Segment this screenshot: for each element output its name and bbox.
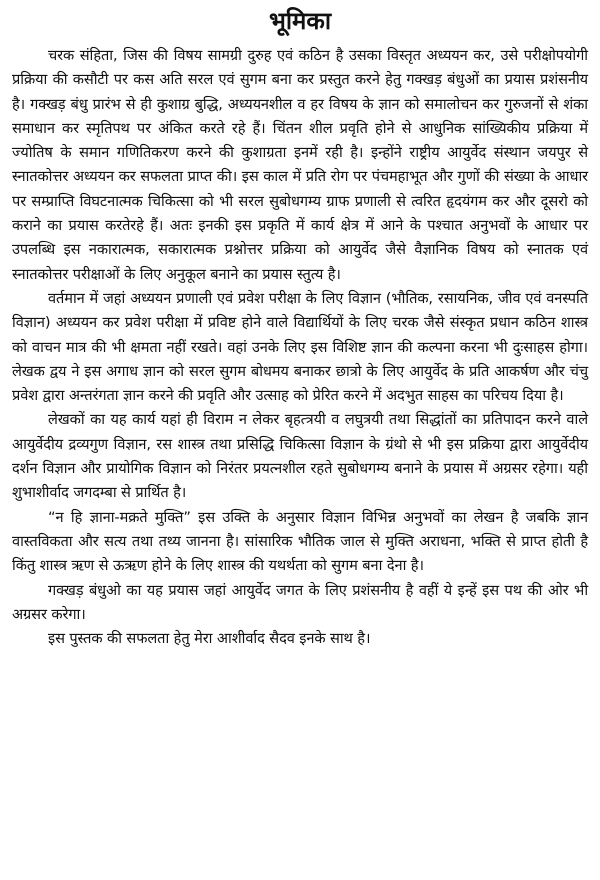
page-title: भूमिका (268, 7, 332, 35)
paragraph-1: चरक संहिता, जिस की विषय सामग्री दुरुह एवं कठिन है उसका विस्तृत अध्ययन कर, उसे परीक्षोपयोगी प्रक्रिया की कसौटी पर कस अति सरल एवं सुगम बना कर प्रस्तुत करने हेतु गक्खड़ बंधुओं का प्रयास प्रशंसनीय है। गक्खड़ बंधु प्रारंभ से ही कुशाग्र बुद्धि, अध्ययनशील व हर विषय के ज्ञान को समालोचन कर गुरुजनों से शंका समाधान कर स्मृतिपथ पर अंकित करते रहे हैं। चिंतन शील प्रवृति होने से आधुनिक सांख्यिकीय प्रक्रिया में ज्योतिष के समान गणितिकरण करने की कुशाग्रता इनमें रही है। इन्होंने राष्ट्रीय आयुर्वेद संस्थान जयपुर से स्नातकोत्तर अध्ययन कर सफलता प्राप्त की। इस काल में प्रति रोग पर पंचमहाभूत और गुणों की संख्या के आधार पर सम्प्राप्ति विघटनात्मक चिकित्सा को भी सरल सुबोधगम्य ग्राफ प्रणाली से त्वरित हृदयंगम कर और दूसरो को कराने का प्रयास करतेरहे हैं। अतः इनकी इस प्रकृति में कार्य क्षेत्र में आने के पश्चात अनुभवों के आधार पर उपलब्धि इस नकारात्मक, सकारात्मक प्रश्नोत्तर प्रक्रिया को आयुर्वेद जैसे वैज्ञानिक विषय को स्नातक एवं स्नातकोत्तर परीक्षाओं के लिए अनुकूल बनाने का प्रयास स्तुत्य है। (12, 47, 588, 283)
paragraph-3: लेखकों का यह कार्य यहां ही विराम न लेकर बृहत्त्रयी व लघुत्रयी तथा सिद्धांतों का प्रतिपादन करने वाले आयुर्वेदीय द्रव्यगुण विज्ञान, रस शास्त्र तथा प्रसिद्धि चिकित्सा विज्ञान के ग्रंथो से भी इस प्रक्रिया द्वारा आयुर्वेदीय दर्शन विज्ञान और प्रायोगिक विज्ञान को निरंतर प्रयत्नशील रहते सुबोधगम्य बनाने के प्रयास में अग्रसर रहेगा। यही शुभाशीर्वाद जगदम्बा से प्रार्थित है। (12, 411, 588, 502)
paragraph-4: “न हि ज्ञाना-मक्रते मुक्ति” इस उक्ति के अनुसार विज्ञान विभिन्न अनुभवों का लेखन है जबकि ज्ञान वास्तविकता और सत्य तथा तथ्य जानना है। सांसारिक भौतिक जाल से मुक्ति अराधना, भक्ति से प्राप्त होती है किंतु शास्त्र ऋण से ऊऋण होने के लिए शास्त्र की यथर्थता को सुगम बना देना है। (12, 508, 588, 575)
paragraph-2: वर्तमान में जहां अध्ययन प्रणाली एवं प्रवेश परीक्षा के लिए विज्ञान (भौतिक, रसायनिक, जीव एवं वनस्पति विज्ञान) अध्ययन कर प्रवेश परीक्षा में प्रविष्ट होने वाले विद्यार्थियों के लिए चरक जैसे संस्कृत प्रधान कठिन शास्त्र को वाचन मात्र की भी क्षमता नहीं रखते। वहां उनके लिए इस विशिष्ट ज्ञान की कल्पना करना भी दुःसाहस होगा। लेखक द्वय ने इस अगाध ज्ञान को सरल सुगम बोधमय बनाकर छात्रो के लिए आयुर्वेद के प्रति आकर्षण और चंचु प्रवेश द्वारा अन्तरंगता ज्ञान करने की प्रवृति और उत्साह को प्रेरित करने में अदभुत साहस का परिचय दिया है। (12, 289, 588, 405)
paragraph-5: गक्खड़ बंधुओ का यह प्रयास जहां आयुर्वेद जगत के लिए प्रशंसनीय है वहीं ये इन्हें इस पथ की ओर भी अग्रसर करेगा। (12, 581, 588, 623)
paragraph-6: इस पुस्तक की सफलता हेतु मेरा आशीर्वाद सैदव इनके साथ है। (48, 630, 371, 648)
